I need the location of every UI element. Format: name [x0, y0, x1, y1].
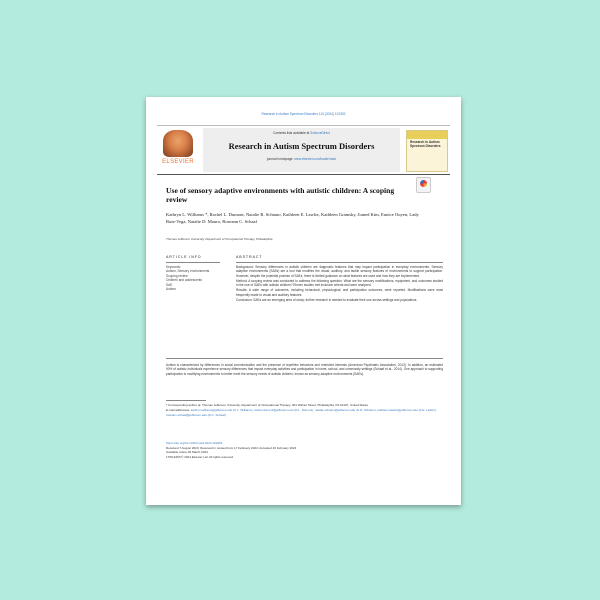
article-info-heading: ARTICLE INFO: [166, 255, 202, 259]
intro-paragraph: Autism is characterized by differences in social communication and the presence of repetitive behaviors and restricted interests (American Psychiatric Association, 2013). In addition, an estimated 90% of autistic individuals experience sensory differences that impact everyday activities and participation in home, school, and community settings (Schaaf et al., 2014). One approach to supporting participation is modifying environments to better meet the sensory needs of autistic children, known as sensory adaptive environments (SAEs).: [166, 363, 443, 376]
abstract-background: Background: Sensory differences in autistic children are diagnostic features that may impact participation in everyday environments. Sensory adaptive environments (SAEs) are a tool that modifies the visual, auditory, and tactile sensory features of environments to support participation. However, despite the potential promise of SAEs, there is limited guidance on what features are used and how they are implemented.: [236, 265, 443, 278]
emails-label: E-mail addresses:: [166, 408, 191, 413]
sciencedirect-link[interactable]: ScienceDirect: [310, 131, 330, 135]
author-list: Kathryn L. Williams *, Rachel L. Dumont, Natalie R. Schiano, Kathleen E. Lawlor, Kathleen Gramsky, Jianed Kim, Eunice Ouyen, Lady Ruiz-Vega, Natalie D. Mauro, Roseann C. Schaaf: [166, 212, 419, 224]
journal-header: [157, 125, 450, 175]
email-addresses: [166, 408, 443, 417]
available-online: Available online 06 March 2024: [166, 450, 208, 454]
crossmark-icon[interactable]: [416, 177, 431, 193]
publication-info: [166, 441, 431, 459]
abstract-conclusion: Conclusion: SAEs are an emerging area of study; further research is needed to evaluate their use across settings and populations.: [236, 297, 418, 302]
journal-title: Research in Autism Spectrum Disorders: [228, 141, 375, 151]
keyword: Scoping review: [166, 273, 188, 278]
contents-prefix: Contents lists available at: [273, 131, 311, 135]
keywords-block: [166, 265, 220, 292]
affiliation: Thomas Jefferson University, Department of Occupational Therapy, Philadelphia: [166, 237, 273, 241]
citation-line[interactable]: Research in Autism Spectrum Disorders 113 (2024) 102352: [261, 112, 346, 116]
abstract-results: Results: A wide range of outcomes, including behavioral, physiological, and participation outcomes, were reported. Modifications were most frequently made to visual and auditory features.: [236, 288, 443, 297]
keywords-label: Keywords:: [166, 265, 181, 269]
journal-homepage-link[interactable]: www.elsevier.com/locate/rasd: [294, 157, 337, 161]
article-info-rule: [166, 262, 220, 263]
abstract-text: [236, 265, 443, 303]
corresponding-author-note: * Corresponding author at: Thomas Jefferson University, Department of Occupational Therapy, 901 Walnut Street, Philadelphia, PA 19107, United States.: [166, 403, 369, 407]
journal-cover-thumbnail: [406, 130, 448, 172]
keyword: SAE: [166, 282, 173, 287]
publisher-name: ELSEVIER: [162, 159, 194, 165]
journal-info-box: [203, 128, 400, 172]
abstract-divider: [166, 358, 443, 359]
keyword: Autism: [166, 287, 176, 292]
cover-title: Research in Autism Spectrum Disorders: [410, 140, 441, 148]
footnote-rule: [166, 400, 206, 401]
abstract-rule: [236, 262, 443, 263]
email-links[interactable]: kathryn.williams@jefferson.edu (K.L. Williams), rachel.dumont@jefferson.edu (R.L. Dumont), natalie.schiano@jefferson.edu (N.R. Schiano), kathleen.lawlor@jefferson.edu (K.E. Lawlor), roseann.schaaf@jefferson.edu (R.C. Schaaf).: [166, 408, 437, 417]
cover-band: [407, 131, 447, 139]
keyword: Autism, Sensory environments: [166, 269, 210, 274]
article-title: Use of sensory adaptive environments with autistic children: A scoping review: [166, 186, 395, 205]
elsevier-tree-icon: [163, 130, 193, 157]
doi-link[interactable]: https://doi.org/10.1016/j.rasd.2024.102352: [166, 441, 223, 445]
abstract-heading: ABSTRACT: [236, 255, 263, 259]
footnotes: [166, 403, 443, 418]
homepage-prefix: journal homepage:: [266, 157, 295, 161]
contents-line: [203, 131, 400, 135]
homepage-line: [203, 157, 400, 161]
paper-page: [146, 97, 461, 505]
abstract-method: Method: A scoping review was conducted to address the following question: What are the sensory modifications, equipment, and outcomes studied in the use of SAEs with autistic children? Eleven studies met inclusion criteria and were analyzed.: [236, 278, 443, 288]
keyword: Children and adolescents: [166, 278, 202, 283]
issn-copyright: 1750-9467/© 2024 Elsevier Ltd. All rights reserved.: [166, 454, 234, 459]
elsevier-logo: [159, 130, 197, 170]
received-dates: Received 7 August 2023; Received in revised form 17 February 2024; Accepted 26 February 2024: [166, 445, 297, 450]
